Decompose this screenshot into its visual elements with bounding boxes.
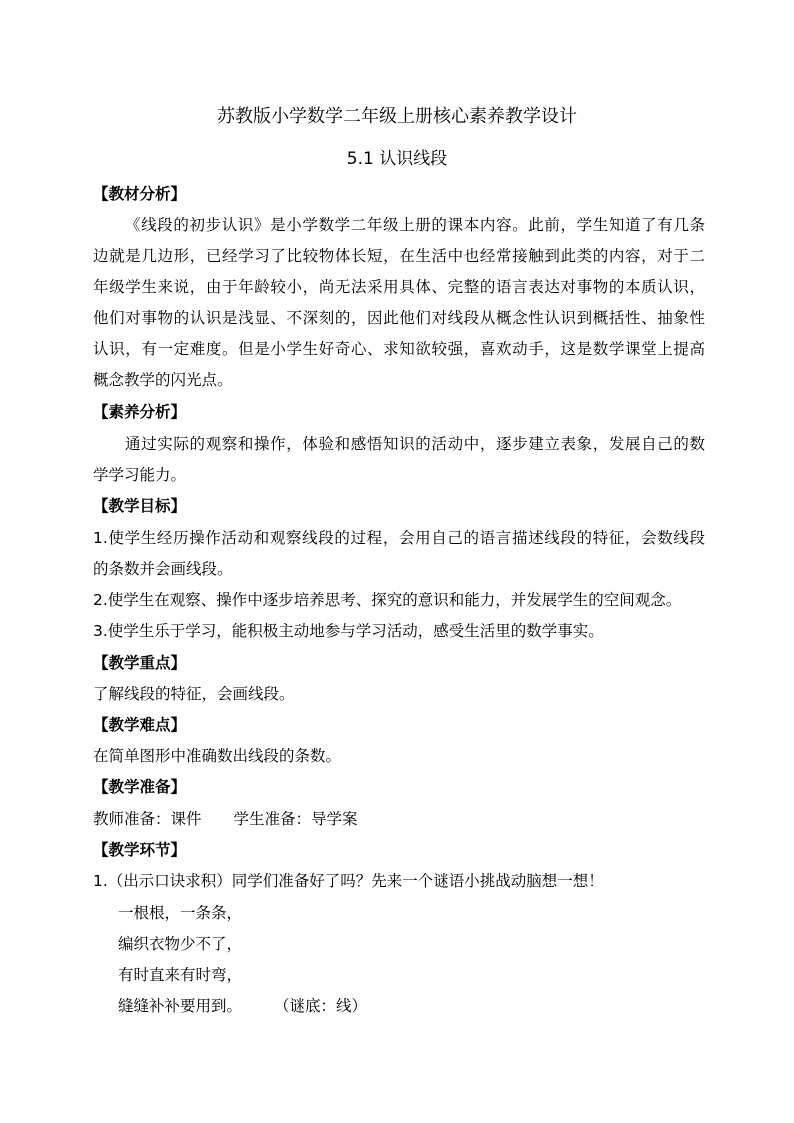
paragraph-line: 他们对事物的认识是浅显、不深刻的，因此他们对线段从概念性认识到概括性、抽象性: [93, 309, 705, 327]
student-preparation: 学生准备：导学案: [233, 810, 358, 828]
document-subtitle: 5.1 认识线段: [346, 149, 448, 169]
paragraph-line: 通过实际的观察和操作，体验和感悟知识的活动中，逐步建立表象，发展自己的数: [125, 435, 705, 453]
riddle-line: 一根根，一条条，: [118, 904, 243, 922]
section-heading-teaching-goals: 【教学目标】: [93, 497, 187, 515]
riddle-line: [118, 995, 367, 1017]
goal-line: 1.使学生经历操作活动和观察线段的过程，会用自己的语言描述线段的特征，会数线段: [93, 529, 705, 547]
paragraph-line: 概念教学的闪光点。: [93, 371, 233, 389]
preparation-line: [93, 808, 358, 830]
section-heading-teaching-process: 【教学环节】: [93, 841, 187, 859]
goal-line: 3.使学生乐于学习，能积极主动地参与学习活动，感受生活里的数学事实。: [93, 622, 604, 640]
goal-line: 2.使学生在观察、操作中逐步培养思考、探究的意识和能力，并发展学生的空间观念。: [93, 591, 682, 609]
document-title: 苏教版小学数学二年级上册核心素养教学设计: [217, 106, 577, 127]
paragraph-line: 《线段的初步认识》是小学数学二年级上册的课本内容。此前，学生知道了有几条: [125, 216, 705, 234]
section-heading-textbook-analysis: 【教材分析】: [93, 185, 187, 203]
riddle-last-line: 缝缝补补要用到。: [118, 997, 243, 1015]
section-heading-difficult-points: 【教学难点】: [93, 716, 187, 734]
paragraph-line: 学学习能力。: [93, 466, 187, 484]
paragraph-line: 边就是几边形，已经学习了比较物体长短，在生活中也经常接触到此类的内容，对于二: [93, 247, 705, 265]
goal-line: 的条数并会画线段。: [93, 560, 233, 578]
key-points-text: 了解线段的特征，会画线段。: [93, 685, 295, 703]
teacher-preparation: 教师准备：课件: [93, 810, 202, 828]
section-heading-preparation: 【教学准备】: [93, 778, 187, 796]
riddle-answer: （谜底：线）: [274, 997, 368, 1015]
riddle-line: 编织衣物少不了，: [118, 935, 243, 953]
section-heading-key-points: 【教学重点】: [93, 654, 187, 672]
paragraph-line: 认识，有一定难度。但是小学生好奇心、求知欲较强，喜欢动手，这是数学课堂上提高: [93, 340, 705, 358]
process-intro: 1.（出示口诀求积）同学们准备好了吗？先来一个谜语小挑战动脑想一想！: [93, 872, 604, 890]
difficult-points-text: 在简单图形中准确数出线段的条数。: [93, 747, 342, 765]
riddle-line: 有时直来有时弯，: [118, 966, 243, 984]
paragraph-line: 年级学生来说，由于年龄较小，尚无法采用具体、完整的语言表达对事物的本质认识，: [93, 278, 705, 296]
section-heading-literacy-analysis: 【素养分析】: [93, 403, 187, 421]
